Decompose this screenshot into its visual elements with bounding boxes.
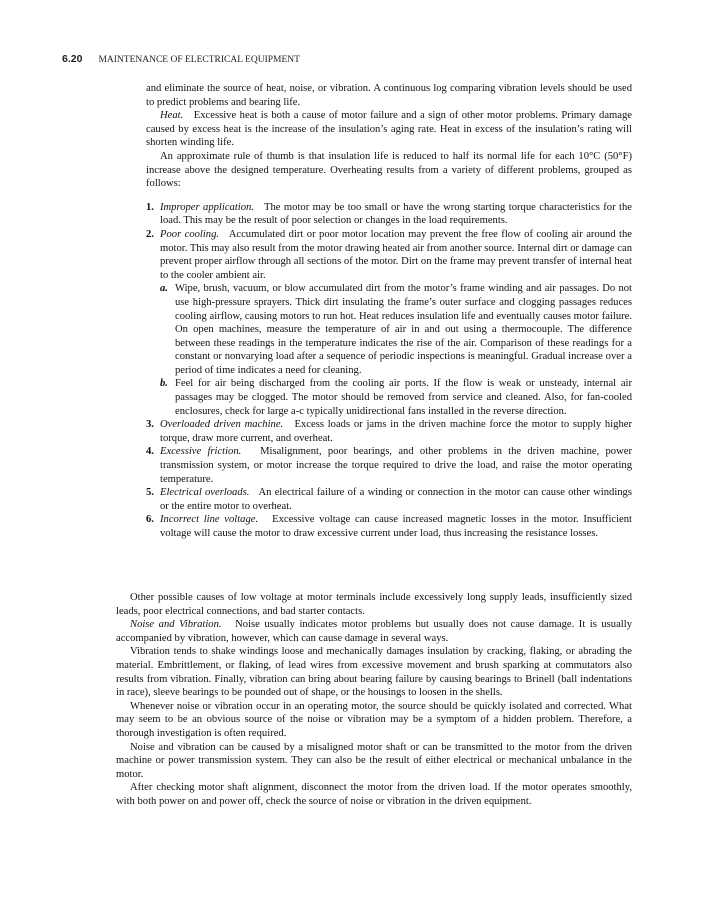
overheating-causes-list [146,201,632,541]
low-voltage-paragraph: Other possible causes of low voltage at motor terminals include excessively long supply leads, insufficiently sized leads, poor electrical connections, and bad starter contacts. [116,592,632,617]
noise-text: Noise usually indicates motor problems but usually does not cause damage. It is usually accompanied by vibration, however, which can cause damage in several ways. [116,619,632,644]
heat-heading: Heat. [160,110,184,122]
misalignment-paragraph: Noise and vibration can be caused by a misaligned motor shaft or can be transmitted to the motor from the driven machine or power transmission system. They can also be the result of either electrical or mechanical unbalance in the motor. [116,741,632,780]
list-item [146,445,632,486]
item-text: Misalignment, poor bearings, and other problems in the driven machine, power transmission system, or motor increase the torque required to drive the load, and raise the motor operating temperature. [160,446,632,485]
item-number: 3. [146,419,154,431]
sub-item-letter: b. [160,378,168,390]
item-number: 1. [146,201,154,213]
item-text: An electrical failure of a winding or connection in the motor can cause other windings or the entire motor to overheat. [160,487,632,512]
vibration-damage-paragraph: Vibration tends to shake windings loose and mechanically damages insulation by cracking, flaking, or abrading the material. Embrittlement, or flaking, of lead wires from excessive movement and brush sparking at commutators also results from vibration. Finally, vibration can bring about bearing failure by causing bearings to Brinell (ball indentations in race), sleeve bearings to be pounded out of shape, or the housings to loosen in the shells. [116,646,632,699]
running-title: MAINTENANCE OF ELECTRICAL EQUIPMENT [98,55,300,65]
item-text: Excess loads or jams in the driven machine force the motor to supply higher torque, draw more current, and overheat. [160,419,632,444]
sub-list-item [160,282,632,377]
noise-vibration-paragraph [116,618,632,645]
running-header [62,53,662,65]
item-term: Improper application. [160,201,254,213]
item-term: Incorrect line voltage. [160,514,259,526]
item-number: 6. [146,514,154,526]
sub-item-text: Feel for air being discharged from the cooling air ports. If the flow is weak or unsteady, internal air passages may be clogged. The motor should be removed from service and cleaned. Also, for fan-cooled enclosures, check for large a-c typically unidirectional fans installed in the reverse direction. [175,378,632,417]
heat-paragraph [146,109,632,150]
item-term: Overloaded driven machine. [160,419,284,431]
rule-of-thumb-paragraph: An approximate rule of thumb is that insulation life is reduced to half its normal life for each 10°C (50°F) increase above the designed temperature. Overheating results from a variety of different problems, grouped as follows: [146,150,632,190]
heat-text: Excessive heat is both a cause of motor failure and a sign of other motor problems. Primary damage caused by excess heat is the increase of the insulation’s aging rate. Heat in excess of the insulation’s rating will shorten winding life. [146,110,632,149]
page-number: 6.20 [62,53,83,65]
intro-paragraph: and eliminate the source of heat, noise, or vibration. A continuous log comparing vibration levels should be used to predict problems and bearing life. [146,83,632,108]
item-text: Excessive voltage can cause increased magnetic losses in the motor. Insufficient voltage will cause the motor to draw excessive current under load, thus increasing the resistance losses. [160,514,632,539]
list-item [146,228,632,418]
isolation-paragraph: Whenever noise or vibration occur in an operating motor, the source should be quickly isolated and corrected. What may seem to be an obvious source of the noise or vibration may be a symptom of a hidden problem. Therefore, a thorough investigation is often required. [116,700,632,739]
item-term: Excessive friction. [160,446,242,458]
item-term: Electrical overloads. [160,487,250,499]
sub-list-item [160,377,632,418]
item-number: 2. [146,228,154,240]
list-item [146,418,632,445]
sub-item-text: Wipe, brush, vacuum, or blow accumulated dirt from the motor’s frame winding and air passages. Do not use high-pressure sprayers. Thick dirt insulating the frame’s outer surface and clogging passages reduces cooling airflow, causing motors to run hot. Heat reduces insulation life and eventually causes motor failure. On open machines, measure the temperature of air in and out using a thermocouple. The difference between these readings in the temperature indicates the rise of the air. Comparison of these readings for a constant or nonvarying load after a sequence of periodic inspections is meaningful. Gradual increase over a period of time indicates a need for cleaning. [175,283,632,376]
noise-heading: Noise and Vibration. [130,619,222,631]
item-text: The motor may be too small or have the wrong starting torque characteristics for the load. This may be the result of poor selection or changes in the load requirements. [160,201,632,227]
sub-item-letter: a. [160,283,168,295]
item-number: 5. [146,487,154,499]
shaft-alignment-paragraph: After checking motor shaft alignment, disconnect the motor from the driven load. If the motor operates smoothly, with both power on and power off, check the source of noise or vibration in the driven equipment. [116,782,632,807]
upper-text-block [146,82,632,541]
list-item [146,513,632,540]
item-text: Accumulated dirt or poor motor location may prevent the free flow of cooling air around the motor. This may also result from the motor drawing heated air from another source. Internal dirt or damage can prevent proper airflow through all sections of the motor. Dirt on the frame may prevent transfer of internal heat to the cooler ambient air. [160,228,632,281]
lower-text-block [116,591,632,809]
item-term: Poor cooling. [160,228,220,240]
cooling-sublist [160,282,632,418]
list-item [146,201,632,228]
list-item [146,486,632,513]
item-number: 4. [146,446,154,458]
